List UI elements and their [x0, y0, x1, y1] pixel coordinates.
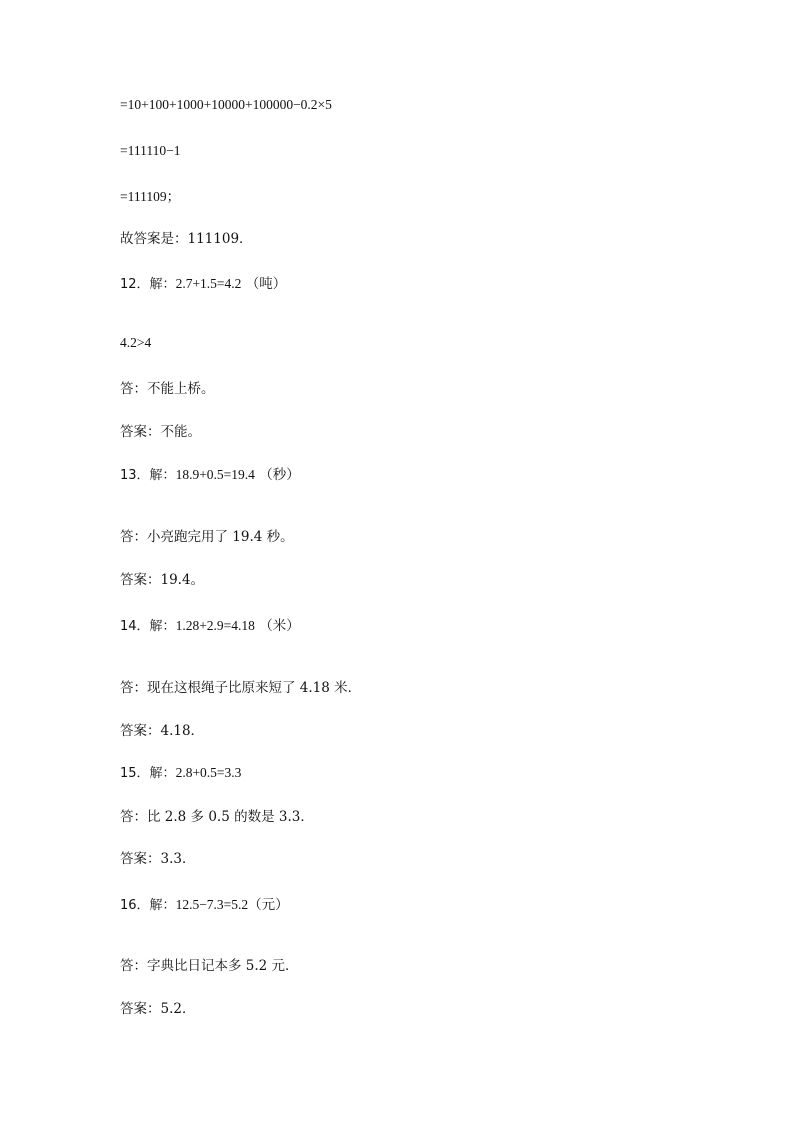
- question-16-solution: [120, 896, 289, 915]
- solution-label: 解：: [149, 277, 176, 292]
- answer-line-13: 答案：19.4。: [120, 572, 205, 588]
- answer-line-16: 答案：5.2．: [120, 1001, 196, 1017]
- answer-line-14: 答案：4.18．: [120, 723, 205, 739]
- answer-line-11: 故答案是：111109．: [120, 231, 253, 247]
- unit-label: （米）: [259, 618, 300, 634]
- question-13-solution: [120, 466, 300, 485]
- solution-label: 解：: [149, 898, 176, 913]
- solution-expression: 1.28+2.9=4.18: [175, 618, 255, 633]
- question-number: 16．: [120, 898, 150, 913]
- unit-label: （元）: [248, 897, 289, 913]
- solution-label: 解：: [149, 766, 176, 781]
- question-number: 13．: [120, 468, 150, 483]
- answer-statement-14: 答：现在这根绳子比原来短了 4.18 米．: [120, 680, 362, 696]
- question-14-solution: [120, 617, 300, 636]
- solution-expression: 18.9+0.5=19.4: [175, 467, 255, 482]
- equation-line-3: =111109；: [120, 189, 181, 204]
- question-number: 15．: [120, 766, 150, 781]
- equation-line-1: =10+100+1000+10000+100000−0.2×5: [120, 97, 332, 112]
- comparison-line: 4.2>4: [120, 335, 152, 350]
- answer-line-15: 答案：3.3．: [120, 851, 196, 867]
- answer-statement-15: 答：比 2.8 多 0.5 的数是 3.3．: [120, 809, 314, 825]
- equation-line-2: =111110−1: [120, 143, 181, 158]
- solution-expression: 2.7+1.5=4.2: [175, 276, 242, 291]
- question-number: 12．: [120, 277, 150, 292]
- answer-statement-13: 答：小亮跑完用了 19.4 秒。: [120, 529, 294, 545]
- solution-label: 解：: [149, 619, 176, 634]
- answer-statement-16: 答：字典比日记本多 5.2 元．: [120, 958, 299, 974]
- answer-statement-12: 答：不能上桥。: [120, 381, 215, 397]
- solution-label: 解：: [149, 468, 176, 483]
- solution-expression: 2.8+0.5=3.3: [175, 765, 242, 780]
- question-12-solution: [120, 275, 286, 294]
- solution-expression: 12.5−7.3=5.2: [175, 897, 249, 912]
- question-15-solution: [120, 764, 241, 783]
- unit-label: （吨）: [245, 276, 287, 292]
- unit-label: （秒）: [259, 467, 300, 483]
- answer-line-12: 答案：不能。: [120, 424, 201, 440]
- question-number: 14．: [120, 619, 150, 634]
